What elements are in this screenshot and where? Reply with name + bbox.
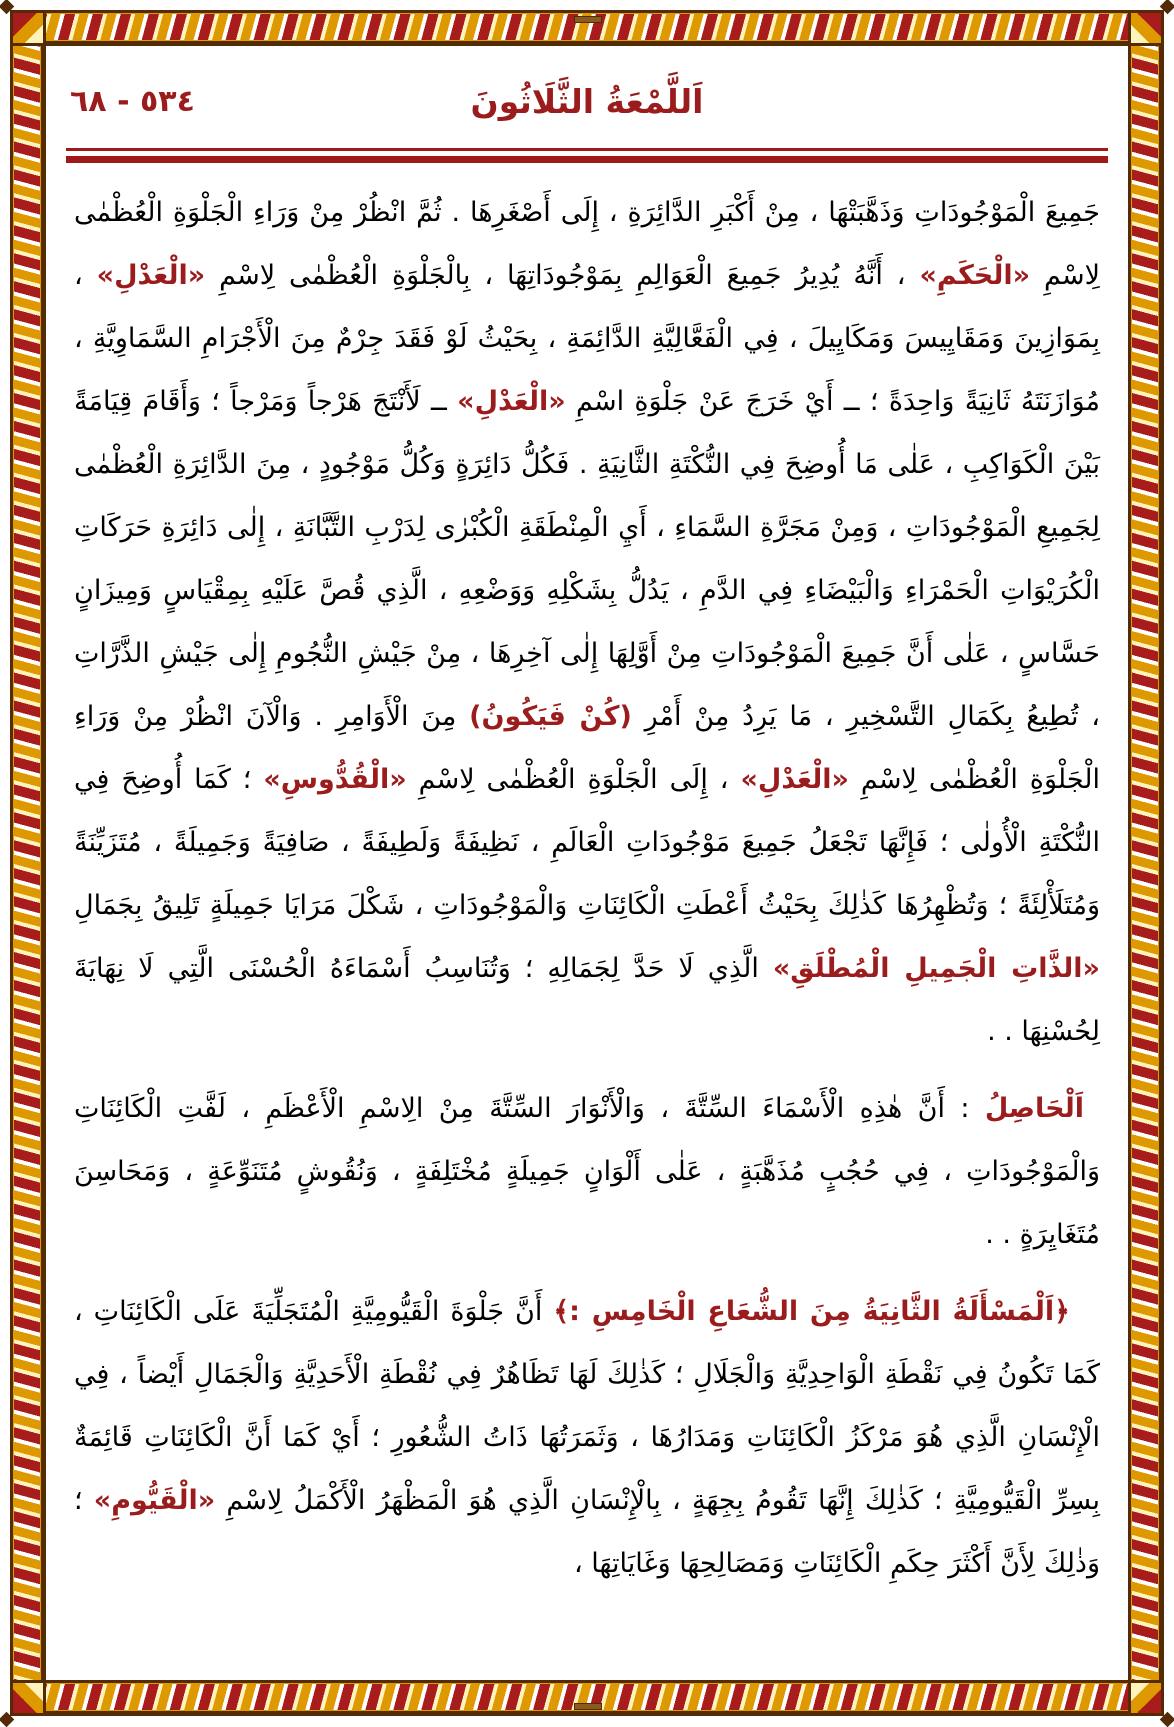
text-run: ، بِمَوَازِينَ وَمَقَايِيسَ وَمَكَايِيلَ ، فِي الْفَعَّالِيَّةِ الدَّائِمَةِ ، بِحَيْثُ لَوْ فَقَدَ جِرْمٌ مِنَ الْأَجْرَامِ السَّمَاوِيَّةِ ، مُوَازَنَتَهُ ثَانِيَةً وَاحِدَةً ؛ ــ أَيْ خَرَجَ عَنْ جَلْوَةِ اسْمِ (74, 260, 1100, 417)
text-run: ؛ وَذٰلِكَ لِأَنَّ أَكْثَرَ حِكَمِ الْكَائِنَاتِ وَمَصَالِحِهَا وَغَايَاتِهَا ، (74, 1485, 1100, 1579)
paragraph-second-matter (74, 1280, 1100, 1595)
paragraph-conclusion (74, 1077, 1100, 1266)
text-run: جَمِيعَ الْمَوْجُودَاتِ وَذَهَّبَتْهَا ، مِنْ أَكْبَرِ الدَّائِرَةِ ، إِلَى أَصْغَرِهَا . ثُمَّ انْظُرْ مِنْ وَرَاءِ الْجَلْوَةِ الْعُظْمٰى لِاسْمِ (74, 197, 1100, 291)
ornamental-border-left (10, 10, 46, 1716)
text-run: ؛ كَمَا أُوضِحَ فِي النُّكْتَةِ الْأُولٰى ؛ فَإِنَّهَا تَجْعَلُ جَمِيعَ مَوْجُودَاتِ الْعَالَمِ ، نَظِيفَةً وَلَطِيفَةً ، صَافِيَةً وَجَمِيلَةً ، مُتَزَيِّنَةً وَمُتَلَأْلِئَةً ؛ وَتُظْهِرُهَا كَذٰلِكَ بِحَيْثُ أَعْطَتِ الْكَائِنَاتِ وَالْمَوْجُودَاتِ ، شَكْلَ مَرَايَا جَمِيلَةٍ تَلِيقُ بِجَمَالِ (74, 764, 1100, 921)
divine-name-highlight: «الْقَيُّومِ» (93, 1485, 216, 1516)
divine-name-highlight: «الْعَدْلِ» (96, 260, 206, 291)
divine-name-highlight: «الْقُدُّوسِ» (263, 764, 407, 795)
text-run: أَنَّ جَلْوَةَ الْقَيُّومِيَّةِ الْمُتَجَلِّيَةَ عَلَى الْكَائِنَاتِ ، كَمَا تَكُونُ فِي نَقْطَةِ الْوَاحِدِيَّةِ وَالْجَلَالِ ؛ كَذٰلِكَ لَهَا تَظَاهُرٌ فِي نُقْطَةِ الْأَحَدِيَّةِ وَالْجَمَالِ أَيْضاً ، فِي الْإِنْسَانِ الَّذِي هُوَ مَرْكَزُ الْكَائِنَاتِ وَمَدَارُهَا ، وَثَمَرَتُهَا ذَاتُ الشُّعُورِ ؛ أَيْ كَمَا أَنَّ الْكَائِنَاتِ قَائِمَةٌ بِسِرِّ الْقَيُّومِيَّةِ ؛ كَذٰلِكَ إِنَّهَا تَقُومُ بِجِهَةٍ ، بِالْإِنْسَانِ الَّذِي هُوَ الْمَظْهَرُ الْأَكْمَلُ لِاسْمِ (74, 1296, 1101, 1516)
border-corner-bottom-left (10, 1680, 46, 1716)
border-center-tab-outer (574, 1703, 602, 1710)
divine-name-highlight: «الْعَدْلِ» (457, 386, 566, 417)
border-corner-top-right (1128, 10, 1164, 46)
ornamental-border-bottom (10, 1680, 1164, 1716)
divine-name-highlight: اَلْحَاصِلُ (984, 1093, 1084, 1124)
page-title: اَللَّمْعَةُ الثَّلَاثُونَ (470, 82, 704, 121)
border-corner-top-left (10, 10, 46, 46)
border-center-tab-outer (574, 16, 602, 23)
text-run: : أَنَّ هٰذِهِ الْأَسْمَاءَ السِّتَّةَ ، وَالْأَنْوَارَ السِّتَّةَ مِنْ الِاسْمِ الْأَعْظَمِ ، لَفَّتِ الْكَائِنَاتِ وَالْمَوْجُودَاتِ ، فِي حُجُبٍ مُذَهَّبَةٍ ، عَلٰى أَلْوَانٍ جَمِيلَةٍ مُخْتَلِفَةٍ ، وَنُقُوشٍ مُتَنَوِّعَةٍ ، وَمَحَاسِنَ مُتَغَايِرَةٍ . . (74, 1093, 1100, 1250)
text-run: ، إِلَى الْجَلْوَةِ الْعُظْمٰى لِاسْمِ (406, 764, 741, 795)
text-run: ــ لَأَنْتَجَ هَرْجاً وَمَرْجاً ؛ وَأَقَامَ قِيَامَةً بَيْنَ الْكَوَاكِبِ ، عَلٰى مَا أُوضِحَ فِي النُّكْتَةِ الثَّانِيَةِ . فَكُلُّ دَائِرَةٍ وَكُلُّ مَوْجُودٍ ، مِنَ الدَّائِرَةِ الْعُظْمٰى لِجَمِيعِ الْمَوْجُودَاتِ ، وَمِنْ مَجَرَّةِ السَّمَاءِ ، أَيِ الْمِنْطَقَةِ الْكُبْرٰى لِدَرْبِ التَّبَّانَةِ ، إِلٰى دَائِرَةِ حَرَكَاتِ الْكُرَيْوَاتِ الْحَمْرَاءِ وَالْبَيْضَاءِ فِي الدَّمِ ، يَدُلُّ بِشَكْلِهِ وَوَضْعِهِ ، الَّذِي قُصَّ عَلَيْهِ بِمِقْيَاسٍ وَمِيزَانٍ حَسَّاسٍ ، عَلٰى أَنَّ جَمِيعَ الْمَوْجُودَاتِ مِنْ أَوَّلِهَا إِلٰى آخِرِهَا ، مِنْ جَيْشِ النُّجُومِ إِلٰى جَيْشِ الذَّرَّاتِ ، تُطِيعُ بِكَمَالِ التَّسْخِيرِ ، مَا يَرِدُ مِنْ أَمْرِ (74, 386, 1100, 732)
ornamental-border-right (1128, 10, 1164, 1716)
divine-name-highlight: (كُنْ فَيَكُونُ) (469, 701, 632, 732)
page-header (64, 70, 1110, 142)
page-number: ٥٣٤ - ٦٨ (70, 84, 195, 119)
body-text (74, 181, 1100, 1595)
text-run: ، أَنَّهُ يُدِيرُ جَمِيعَ الْعَوَالِمِ بِمَوْجُودَاتِهَا ، بِالْجَلْوَةِ الْعُظْمٰى لِاسْمِ (205, 260, 920, 291)
divider-thick-line (66, 156, 1108, 163)
text-run: الَّذِي لَا حَدَّ لِجَمَالِهِ ؛ وَتُنَاسِبُ أَسْمَاءَهُ الْحُسْنَى الَّتِي لَا نِهَايَةَ لِحُسْنِهَا . . (74, 953, 1100, 1047)
text-run: مِنَ الْأَوَامِرِ . وَالْآنَ انْظُرْ مِنْ وَرَاءِ الْجَلْوَةِ الْعُظْمٰى لِاسْمِ (74, 701, 1100, 795)
paragraph (74, 181, 1100, 1063)
divine-name-highlight: «الذَّاتِ الْجَمِيلِ الْمُطْلَقِ» (772, 953, 1100, 984)
ornamental-border-top (10, 10, 1164, 46)
page-content (64, 56, 1110, 1670)
divine-name-highlight: ﴿اَلْمَسْأَلَةُ الثَّانِيَةُ مِنَ الشُّعَاعِ الْخَامِسِ :﴾ (553, 1296, 1070, 1327)
header-divider (66, 148, 1108, 163)
border-corner-bottom-right (1128, 1680, 1164, 1716)
divine-name-highlight: «الْحَكَمِ» (919, 260, 1031, 291)
divine-name-highlight: «الْعَدْلِ» (740, 764, 849, 795)
